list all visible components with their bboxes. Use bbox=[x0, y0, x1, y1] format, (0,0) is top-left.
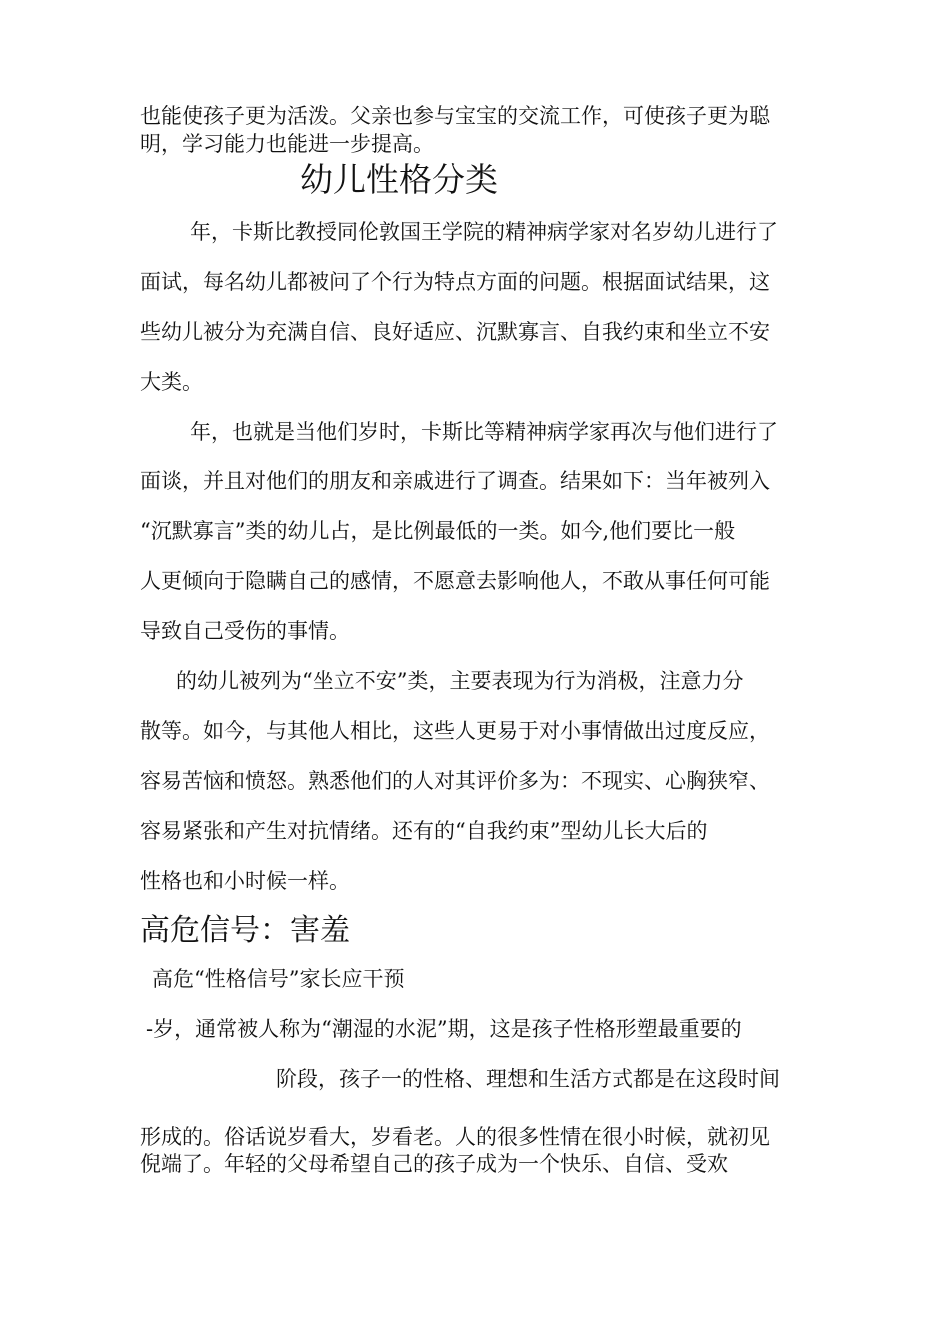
paragraph-line: 散等。如今，与其他人相比，这些人更易于对小事情做出过度反应， bbox=[140, 719, 770, 743]
section-subtitle: 高危“性格信号”家长应干预 bbox=[152, 967, 405, 991]
section-title-personality-types: 幼儿性格分类 bbox=[300, 160, 498, 199]
paragraph-line: 倪端了。年轻的父母希望自己的孩子成为一个快乐、自信、受欢 bbox=[140, 1152, 728, 1176]
intro-line-2: 明，学习能力也能进一步提高。 bbox=[140, 132, 434, 156]
paragraph-line: 阶段，孩子一的性格、理想和生活方式都是在这段时间 bbox=[276, 1067, 780, 1091]
paragraph-line: -岁，通常被人称为“潮湿的水泥”期，这是孩子性格形塑最重要的 bbox=[146, 1017, 742, 1041]
paragraph-line: 人更倾向于隐瞒自己的感情，不愿意去影响他人，不敢从事任何可能 bbox=[140, 569, 770, 593]
paragraph-line: 的幼儿被列为“坐立不安”类，主要表现为行为消极，注意力分 bbox=[176, 669, 744, 693]
paragraph-line: 导致自己受伤的事情。 bbox=[140, 619, 350, 643]
section-title-shyness: 高危信号：害羞 bbox=[140, 913, 350, 948]
paragraph-line: 容易苦恼和愤怒。熟悉他们的人对其评价多为：不现实、心胸狭窄、 bbox=[140, 769, 770, 793]
paragraph-line: 大类。 bbox=[140, 370, 203, 394]
paragraph-line: 些幼儿被分为充满自信、良好适应、沉默寡言、自我约束和坐立不安 bbox=[140, 320, 770, 344]
paragraph-line: 形成的。俗话说岁看大，岁看老。人的很多性情在很小时候，就初见 bbox=[140, 1125, 770, 1149]
paragraph-line: 年，卡斯比教授同伦敦国王学院的精神病学家对名岁幼儿进行了 bbox=[190, 220, 778, 244]
paragraph-line: “沉默寡言”类的幼儿占，是比例最低的一类。如今,他们要比一般 bbox=[140, 519, 736, 543]
paragraph-line: 容易紧张和产生对抗情绪。还有的“自我约束”型幼儿长大后的 bbox=[140, 819, 708, 843]
paragraph-line: 面试，每名幼儿都被问了个行为特点方面的问题。根据面试结果，这 bbox=[140, 270, 770, 294]
paragraph-line: 面谈，并且对他们的朋友和亲戚进行了调查。结果如下：当年被列入 bbox=[140, 469, 770, 493]
paragraph-line: 性格也和小时候一样。 bbox=[140, 869, 350, 893]
intro-line-1: 也能使孩子更为活泼。父亲也参与宝宝的交流工作，可使孩子更为聪 bbox=[140, 104, 770, 128]
paragraph-line: 年，也就是当他们岁时，卡斯比等精神病学家再次与他们进行了 bbox=[190, 420, 778, 444]
